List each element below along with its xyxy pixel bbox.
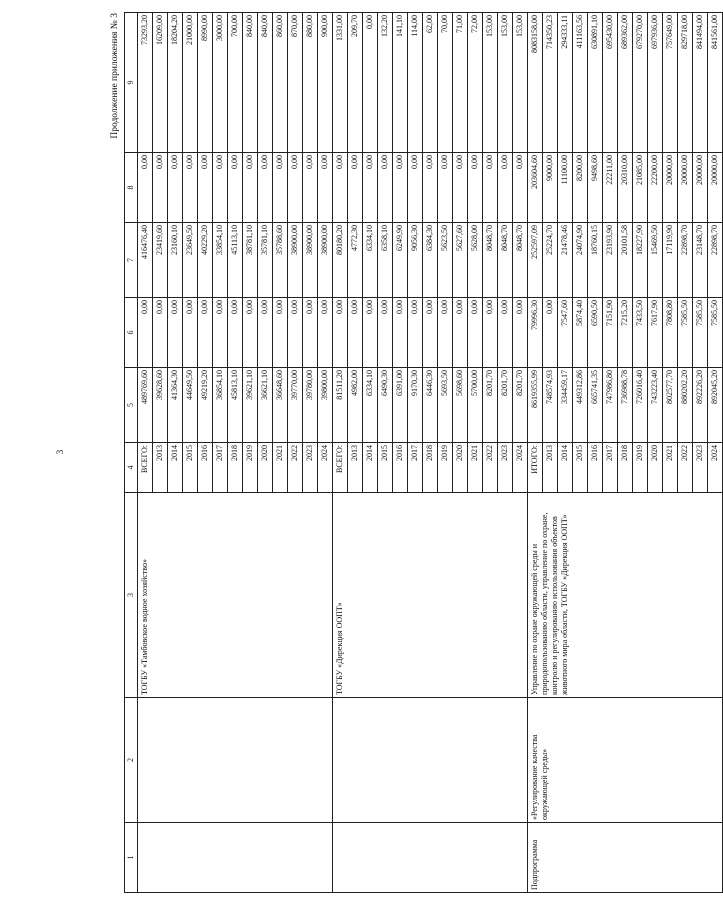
value-cell: 0,00 xyxy=(153,153,168,223)
value-cell: 0,00 xyxy=(288,298,303,368)
value-cell: 71,00 xyxy=(453,13,468,153)
value-cell: 714350,23 xyxy=(543,13,558,153)
value-cell: 18227,90 xyxy=(633,223,648,298)
value-cell: 45113,10 xyxy=(228,223,243,298)
value-cell: 0,00 xyxy=(303,153,318,223)
value-cell: 0,00 xyxy=(453,153,468,223)
value-cell: 900,00 xyxy=(318,13,333,153)
value-cell: 880202,20 xyxy=(678,368,693,443)
value-cell: 757649,00 xyxy=(663,13,678,153)
year-cell: 2023 xyxy=(693,443,708,493)
column-header: 6 xyxy=(125,298,138,368)
value-cell: 0,00 xyxy=(198,153,213,223)
value-cell: 8200,00 xyxy=(573,153,588,223)
value-cell: 16209,00 xyxy=(153,13,168,153)
table-body xyxy=(138,13,723,893)
value-cell: 0,00 xyxy=(138,298,153,368)
value-cell: 7617,90 xyxy=(648,298,663,368)
table-row xyxy=(333,13,348,893)
value-cell: 0,00 xyxy=(228,153,243,223)
value-cell: 8048,70 xyxy=(513,223,528,298)
value-cell: 39780,00 xyxy=(303,368,318,443)
value-cell: 0,00 xyxy=(258,153,273,223)
year-cell: 2022 xyxy=(678,443,693,493)
year-cell: 2014 xyxy=(168,443,183,493)
page-number: 3 xyxy=(55,449,65,455)
year-cell: 2014 xyxy=(558,443,573,493)
year-cell: 2020 xyxy=(258,443,273,493)
year-cell: ИТОГО: xyxy=(528,443,543,493)
value-cell: 6391,00 xyxy=(393,368,408,443)
value-cell: 0,00 xyxy=(333,298,348,368)
value-cell: 7151,90 xyxy=(603,298,618,368)
value-cell: 5627,60 xyxy=(453,223,468,298)
value-cell: 0,00 xyxy=(198,298,213,368)
budget-table xyxy=(124,12,723,893)
year-cell: 2024 xyxy=(513,443,528,493)
block-col3-cell: Управление по охране окружающей среды и природопользованию области, управление по охране, контролю и регулированию использования объектов животного мира области, ТОГБУ «Дирекция ООПТ» xyxy=(528,493,723,698)
value-cell: 0,00 xyxy=(453,298,468,368)
value-cell: 860,00 xyxy=(273,13,288,153)
value-cell: 0,00 xyxy=(483,153,498,223)
value-cell: 697936,00 xyxy=(648,13,663,153)
value-cell: 70,00 xyxy=(438,13,453,153)
value-cell: 6334,10 xyxy=(363,368,378,443)
value-cell: 8619355,99 xyxy=(528,368,543,443)
value-cell: 0,00 xyxy=(168,298,183,368)
value-cell: 0,00 xyxy=(273,298,288,368)
value-cell: 6490,30 xyxy=(378,368,393,443)
value-cell: 7585,50 xyxy=(708,298,723,368)
value-cell: 72,00 xyxy=(468,13,483,153)
value-cell: 892045,20 xyxy=(708,368,723,443)
value-cell: 0,00 xyxy=(258,298,273,368)
value-cell: 700,00 xyxy=(228,13,243,153)
year-cell: 2013 xyxy=(348,443,363,493)
value-cell: 1331,00 xyxy=(333,13,348,153)
year-cell: 2015 xyxy=(573,443,588,493)
value-cell: 0,00 xyxy=(318,298,333,368)
value-cell: 79996,30 xyxy=(528,298,543,368)
value-cell: 20101,58 xyxy=(618,223,633,298)
value-cell: 841561,00 xyxy=(708,13,723,153)
value-cell: 21085,00 xyxy=(633,153,648,223)
value-cell: 8201,70 xyxy=(513,368,528,443)
column-header: 9 xyxy=(125,13,138,153)
value-cell: 153,00 xyxy=(513,13,528,153)
value-cell: 23160,10 xyxy=(168,223,183,298)
value-cell: 334459,17 xyxy=(558,368,573,443)
value-cell: 0,00 xyxy=(378,153,393,223)
value-cell: 7547,60 xyxy=(558,298,573,368)
value-cell: 7585,50 xyxy=(693,298,708,368)
year-cell: ВСЕГО: xyxy=(333,443,348,493)
year-cell: 2015 xyxy=(378,443,393,493)
year-cell: 2014 xyxy=(363,443,378,493)
value-cell: 21000,00 xyxy=(183,13,198,153)
block-col2-cell xyxy=(138,698,333,823)
value-cell: 45813,10 xyxy=(228,368,243,443)
value-cell: 0,00 xyxy=(423,298,438,368)
value-cell: 17119,90 xyxy=(663,223,678,298)
year-cell: 2016 xyxy=(393,443,408,493)
value-cell: 6590,50 xyxy=(588,298,603,368)
block-col1-cell xyxy=(138,823,333,893)
year-cell: ВСЕГО: xyxy=(138,443,153,493)
value-cell: 840,00 xyxy=(243,13,258,153)
value-cell: 23148,70 xyxy=(693,223,708,298)
value-cell: 39628,60 xyxy=(153,368,168,443)
value-cell: 0,00 xyxy=(213,153,228,223)
value-cell: 0,00 xyxy=(408,153,423,223)
value-cell: 153,00 xyxy=(498,13,513,153)
value-cell: 38900,00 xyxy=(288,223,303,298)
value-cell: 802577,70 xyxy=(663,368,678,443)
year-cell: 2023 xyxy=(303,443,318,493)
column-header: 1 xyxy=(125,823,138,893)
value-cell: 20310,00 xyxy=(618,153,633,223)
value-cell: 411163,56 xyxy=(573,13,588,153)
value-cell: 0,00 xyxy=(483,298,498,368)
value-cell: 44649,50 xyxy=(183,368,198,443)
header-row xyxy=(125,13,138,893)
value-cell: 20000,00 xyxy=(663,153,678,223)
value-cell: 5700,00 xyxy=(468,368,483,443)
year-cell: 2024 xyxy=(318,443,333,493)
year-cell: 2017 xyxy=(213,443,228,493)
column-header: 5 xyxy=(125,368,138,443)
value-cell: 5623,50 xyxy=(438,223,453,298)
value-cell: 0,00 xyxy=(408,298,423,368)
value-cell: 81511,20 xyxy=(333,368,348,443)
value-cell: 0,00 xyxy=(183,153,198,223)
value-cell: 743223,40 xyxy=(648,368,663,443)
value-cell: 36854,10 xyxy=(213,368,228,443)
value-cell: 7433,50 xyxy=(633,298,648,368)
year-cell: 2019 xyxy=(633,443,648,493)
value-cell: 9170,30 xyxy=(408,368,423,443)
value-cell: 0,00 xyxy=(228,298,243,368)
value-cell: 40229,20 xyxy=(198,223,213,298)
value-cell: 20000,00 xyxy=(693,153,708,223)
value-cell: 39800,00 xyxy=(318,368,333,443)
value-cell: 892226,20 xyxy=(693,368,708,443)
year-cell: 2023 xyxy=(498,443,513,493)
value-cell: 0,00 xyxy=(423,153,438,223)
year-cell: 2022 xyxy=(288,443,303,493)
value-cell: 6334,10 xyxy=(363,223,378,298)
value-cell: 0,00 xyxy=(543,298,558,368)
value-cell: 829718,00 xyxy=(678,13,693,153)
value-cell: 9498,60 xyxy=(588,153,603,223)
value-cell: 880,00 xyxy=(303,13,318,153)
year-cell: 2024 xyxy=(708,443,723,493)
value-cell: 5693,50 xyxy=(438,368,453,443)
value-cell: 8201,70 xyxy=(483,368,498,443)
value-cell: 0,00 xyxy=(333,153,348,223)
value-cell: 39770,00 xyxy=(288,368,303,443)
value-cell: 0,00 xyxy=(468,298,483,368)
value-cell: 0,00 xyxy=(318,153,333,223)
value-cell: 0,00 xyxy=(273,153,288,223)
value-cell: 23649,50 xyxy=(183,223,198,298)
value-cell: 24074,90 xyxy=(573,223,588,298)
value-cell: 18204,20 xyxy=(168,13,183,153)
value-cell: 4982,00 xyxy=(348,368,363,443)
value-cell: 6249,90 xyxy=(393,223,408,298)
value-cell: 489769,60 xyxy=(138,368,153,443)
value-cell: 41364,30 xyxy=(168,368,183,443)
rotated-page xyxy=(108,13,719,893)
value-cell: 38900,00 xyxy=(318,223,333,298)
value-cell: 8048,70 xyxy=(498,223,513,298)
value-cell: 22898,70 xyxy=(678,223,693,298)
value-cell: 8083158,00 xyxy=(528,13,543,153)
value-cell: 0,00 xyxy=(438,298,453,368)
value-cell: 5698,60 xyxy=(453,368,468,443)
year-cell: 2019 xyxy=(243,443,258,493)
value-cell: 252597,09 xyxy=(528,223,543,298)
value-cell: 736988,78 xyxy=(618,368,633,443)
year-cell: 2017 xyxy=(603,443,618,493)
value-cell: 15469,50 xyxy=(648,223,663,298)
value-cell: 0,00 xyxy=(393,298,408,368)
value-cell: 0,00 xyxy=(303,298,318,368)
value-cell: 35781,10 xyxy=(258,223,273,298)
value-cell: 0,00 xyxy=(213,298,228,368)
year-cell: 2018 xyxy=(423,443,438,493)
value-cell: 679270,00 xyxy=(633,13,648,153)
year-cell: 2020 xyxy=(453,443,468,493)
value-cell: 0,00 xyxy=(183,298,198,368)
value-cell: 8990,00 xyxy=(198,13,213,153)
value-cell: 132,20 xyxy=(378,13,393,153)
value-cell: 0,00 xyxy=(498,153,513,223)
value-cell: 22200,00 xyxy=(648,153,663,223)
block-col2-cell xyxy=(333,698,528,823)
value-cell: 726016,40 xyxy=(633,368,648,443)
column-header: 3 xyxy=(125,493,138,698)
value-cell: 7585,50 xyxy=(678,298,693,368)
value-cell: 6384,30 xyxy=(423,223,438,298)
value-cell: 203604,60 xyxy=(528,153,543,223)
value-cell: 18760,15 xyxy=(588,223,603,298)
value-cell: 62,00 xyxy=(423,13,438,153)
year-cell: 2017 xyxy=(408,443,423,493)
column-header: 7 xyxy=(125,223,138,298)
value-cell: 25224,70 xyxy=(543,223,558,298)
value-cell: 20000,00 xyxy=(678,153,693,223)
year-cell: 2018 xyxy=(228,443,243,493)
value-cell: 6358,10 xyxy=(378,223,393,298)
value-cell: 0,00 xyxy=(288,153,303,223)
column-header: 8 xyxy=(125,153,138,223)
value-cell: 38900,00 xyxy=(303,223,318,298)
value-cell: 9056,30 xyxy=(408,223,423,298)
year-cell: 2021 xyxy=(273,443,288,493)
value-cell: 38781,10 xyxy=(243,223,258,298)
value-cell: 689362,00 xyxy=(618,13,633,153)
value-cell: 665741,35 xyxy=(588,368,603,443)
value-cell: 294333,11 xyxy=(558,13,573,153)
value-cell: 0,00 xyxy=(153,298,168,368)
value-cell: 8201,70 xyxy=(498,368,513,443)
table-row xyxy=(528,13,543,893)
value-cell: 841494,00 xyxy=(693,13,708,153)
year-cell: 2021 xyxy=(663,443,678,493)
column-header: 4 xyxy=(125,443,138,493)
value-cell: 0,00 xyxy=(168,153,183,223)
value-cell: 870,00 xyxy=(288,13,303,153)
value-cell: 3000,00 xyxy=(213,13,228,153)
block-col1-cell xyxy=(333,823,528,893)
value-cell: 6446,30 xyxy=(423,368,438,443)
value-cell: 5874,40 xyxy=(573,298,588,368)
year-cell: 2016 xyxy=(198,443,213,493)
value-cell: 7215,20 xyxy=(618,298,633,368)
value-cell: 0,00 xyxy=(363,13,378,153)
value-cell: 747986,80 xyxy=(603,368,618,443)
value-cell: 0,00 xyxy=(348,298,363,368)
value-cell: 39621,10 xyxy=(243,368,258,443)
value-cell: 0,00 xyxy=(513,298,528,368)
value-cell: 630891,10 xyxy=(588,13,603,153)
value-cell: 0,00 xyxy=(378,298,393,368)
year-cell: 2016 xyxy=(588,443,603,493)
value-cell: 449312,86 xyxy=(573,368,588,443)
value-cell: 36621,10 xyxy=(258,368,273,443)
value-cell: 36648,60 xyxy=(273,368,288,443)
value-cell: 0,00 xyxy=(498,298,513,368)
value-cell: 22898,70 xyxy=(708,223,723,298)
value-cell: 7808,80 xyxy=(663,298,678,368)
value-cell: 49219,20 xyxy=(198,368,213,443)
value-cell: 0,00 xyxy=(138,153,153,223)
year-cell: 2013 xyxy=(153,443,168,493)
value-cell: 11100,00 xyxy=(558,153,573,223)
block-col3-cell: ТОГБУ «Дирекция ООПТ» xyxy=(333,493,528,698)
value-cell: 695430,00 xyxy=(603,13,618,153)
value-cell: 80180,20 xyxy=(333,223,348,298)
value-cell: 8048,70 xyxy=(483,223,498,298)
table-row xyxy=(138,13,153,893)
value-cell: 0,00 xyxy=(513,153,528,223)
year-cell: 2022 xyxy=(483,443,498,493)
value-cell: 141,10 xyxy=(393,13,408,153)
value-cell: 5628,00 xyxy=(468,223,483,298)
value-cell: 22211,00 xyxy=(603,153,618,223)
value-cell: 21478,46 xyxy=(558,223,573,298)
year-cell: 2021 xyxy=(468,443,483,493)
block-col2-cell: «Регулирование качества окружающей среды» xyxy=(528,698,723,823)
value-cell: 748574,93 xyxy=(543,368,558,443)
value-cell: 114,00 xyxy=(408,13,423,153)
year-cell: 2018 xyxy=(618,443,633,493)
value-cell: 0,00 xyxy=(348,153,363,223)
value-cell: 840,00 xyxy=(258,13,273,153)
value-cell: 4772,30 xyxy=(348,223,363,298)
value-cell: 0,00 xyxy=(438,153,453,223)
continuation-note: Продолжение приложения № 3 xyxy=(110,13,120,139)
year-cell: 2015 xyxy=(183,443,198,493)
value-cell: 0,00 xyxy=(363,298,378,368)
value-cell: 0,00 xyxy=(393,153,408,223)
value-cell: 35788,60 xyxy=(273,223,288,298)
value-cell: 9000,00 xyxy=(543,153,558,223)
year-cell: 2020 xyxy=(648,443,663,493)
year-cell: 2013 xyxy=(543,443,558,493)
year-cell: 2019 xyxy=(438,443,453,493)
value-cell: 0,00 xyxy=(363,153,378,223)
value-cell: 209,70 xyxy=(348,13,363,153)
value-cell: 23193,90 xyxy=(603,223,618,298)
value-cell: 0,00 xyxy=(243,298,258,368)
block-col1-cell: Подпрограмма xyxy=(528,823,723,893)
block-col3-cell: ТОГБУ «Тамбовское водное хозяйство» xyxy=(138,493,333,698)
value-cell: 416476,40 xyxy=(138,223,153,298)
value-cell: 153,00 xyxy=(483,13,498,153)
value-cell: 0,00 xyxy=(468,153,483,223)
value-cell: 33854,10 xyxy=(213,223,228,298)
value-cell: 73293,20 xyxy=(138,13,153,153)
value-cell: 0,00 xyxy=(243,153,258,223)
value-cell: 20000,00 xyxy=(708,153,723,223)
column-header: 2 xyxy=(125,698,138,823)
value-cell: 23419,60 xyxy=(153,223,168,298)
